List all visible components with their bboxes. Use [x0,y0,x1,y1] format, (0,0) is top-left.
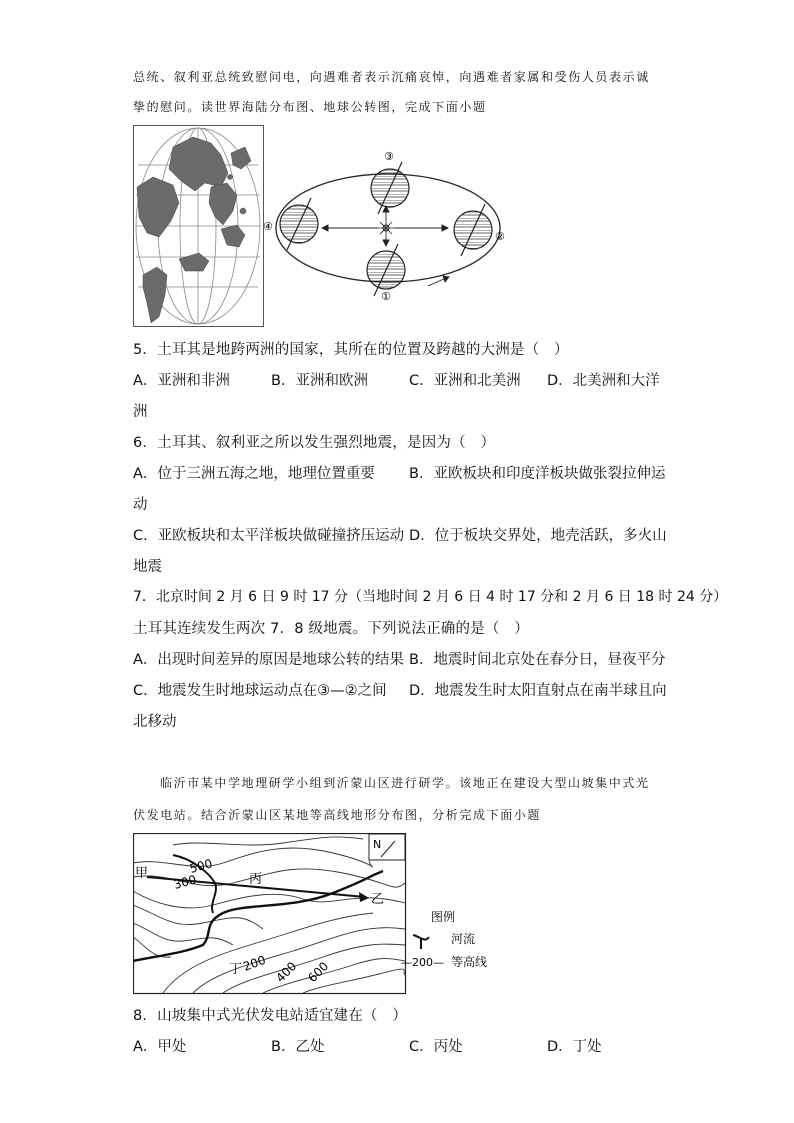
orbit-label-2: ② [495,230,505,243]
q8-option-d[interactable]: D．丁处 [547,1039,602,1055]
q7-option-c[interactable]: C．地震发生时地球运动点在③—②之间 [133,683,387,699]
q8-option-b[interactable]: B．乙处 [271,1039,325,1055]
q7-stem-line-2: 土耳其连续发生两次 7．8 级地震。下列说法正确的是（ ） [133,621,529,637]
contour-value-500: 500 [188,856,214,876]
earth-position-3 [371,162,409,214]
intro-line-2: 挚的慰问。读世界海陆分布图、地球公转图，完成下面小题 [133,100,487,114]
q6-option-a[interactable]: A．位于三洲五海之地，地理位置重要 [133,466,375,482]
legend-river-icon [413,935,429,949]
north-label: N [373,838,382,851]
orbit-label-1: ① [381,290,391,303]
orbit-label-3: ③ [384,150,394,163]
contour-value-300: 300 [172,872,198,892]
legend-contour-sample: —200— [401,956,444,969]
contour-value-200: 200 [241,952,268,974]
q5-option-b[interactable]: B．亚洲和欧洲 [271,373,368,389]
earth-position-1 [367,244,405,296]
q7-stem-line-1: 7．北京时间 2 月 6 日 9 时 17 分（当地时间 2 月 6 日 4 时 17 分和 2 月 6 日 18 时 24 分） [133,589,728,605]
q6-option-b-continued: 动 [133,497,148,513]
contour-value-400: 400 [273,959,300,986]
intro2-line-2: 伏发电站。结合沂蒙山区某地等高线地形分布图，分析完成下面小题 [133,808,542,822]
legend-title: 图例 [431,910,456,924]
q6-option-d[interactable]: D．位于板块交界处，地壳活跃，多火山 [409,528,667,544]
contour-map-figure [133,833,493,995]
q8-option-c[interactable]: C．丙处 [409,1039,463,1055]
earth-position-2 [454,204,492,256]
world-map-figure [133,125,264,327]
q6-option-b[interactable]: B．亚欧板块和印度洋板块做张裂拉伸运 [409,466,666,482]
label-yi: 乙 [371,892,385,907]
q7-option-d[interactable]: D．地震发生时太阳直射点在南半球且向 [409,683,667,699]
label-ding: 丁 [229,962,243,977]
q5-option-c[interactable]: C．亚洲和北美洲 [409,373,521,389]
q6-option-d-continued: 地震 [133,559,162,575]
q6-option-c[interactable]: C．亚欧板块和太平洋板块做碰撞挤压运动 [133,528,405,544]
q8-stem: 8．山坡集中式光伏发电站适宜建在（ ） [133,1008,408,1024]
intro-line-1: 总统、叙利亚总统致慰问电，向遇难者表示沉痛哀悼，向遇难者家属和受伤人员表示诚 [133,70,650,84]
q7-option-d-continued: 北移动 [133,714,177,730]
q5-option-a[interactable]: A．亚洲和非洲 [133,373,230,389]
q5-stem: 5．土耳其是地跨两洲的国家，其所在的位置及跨越的大洲是（ ） [133,342,569,358]
legend-river-label: 河流 [451,932,476,946]
q5-option-d-continued: 洲 [133,404,148,420]
q6-stem: 6．土耳其、叙利亚之所以发生强烈地震，是因为（ ） [133,435,496,451]
q8-option-a[interactable]: A．甲处 [133,1039,187,1055]
contour-value-600: 600 [305,959,332,986]
orbit-label-4: ④ [263,220,273,233]
q7-option-a[interactable]: A．出现时间差异的原因是地球公转的结果 [133,652,404,668]
label-jia: 甲 [135,866,149,881]
q7-option-b[interactable]: B．地震时间北京处在春分日，昼夜平分 [409,652,666,668]
label-bing: 丙 [249,872,263,887]
sun-icon [378,220,394,236]
earth-orbit-figure [258,146,520,304]
q5-option-d[interactable]: D．北美洲和大洋 [547,373,660,389]
intro2-line-1: 临沂市某中学地理研学小组到沂蒙山区进行研学。该地正在建设大型山坡集中式光 [160,776,650,790]
legend-contour-label: 等高线 [451,955,488,969]
